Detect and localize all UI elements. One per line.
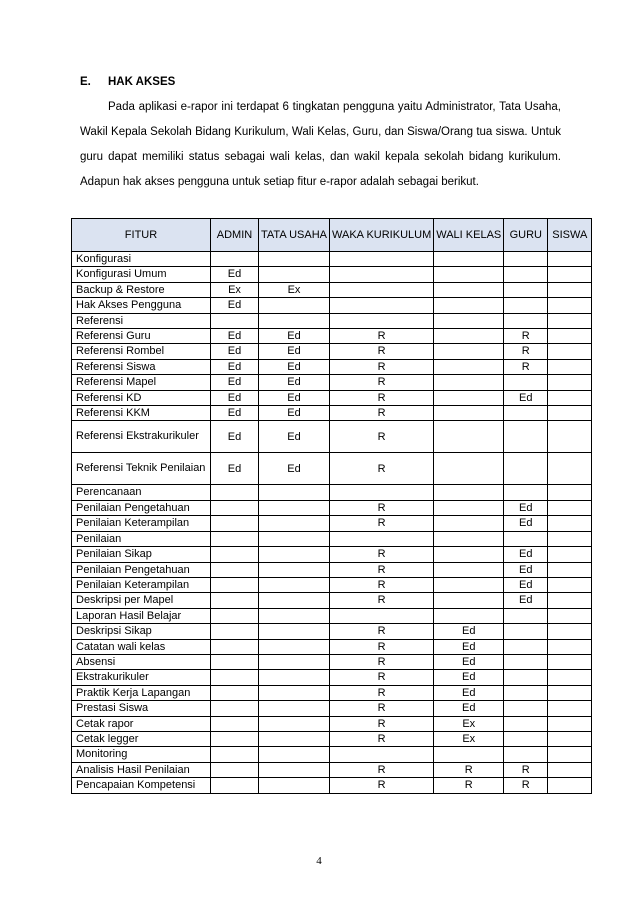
- access-cell: Ex: [211, 282, 259, 297]
- access-cell: [548, 731, 592, 746]
- access-cell: [434, 516, 504, 531]
- access-cell: R: [330, 390, 434, 405]
- access-cell: [259, 531, 330, 546]
- access-cell: [548, 313, 592, 328]
- table-row: [72, 593, 592, 608]
- access-cell: [548, 516, 592, 531]
- access-cell: [434, 329, 504, 344]
- access-rights-table: [71, 218, 592, 794]
- access-cell: R: [434, 762, 504, 777]
- feature-cell: Cetak legger: [72, 731, 211, 746]
- access-cell: Ed: [259, 406, 330, 421]
- feature-cell: Konfigurasi: [72, 252, 211, 267]
- access-cell: [434, 359, 504, 374]
- access-cell: [434, 531, 504, 546]
- access-cell: [434, 577, 504, 592]
- access-cell: [548, 406, 592, 421]
- column-header: TATA USAHA: [259, 219, 330, 252]
- feature-cell: Penilaian Pengetahuan: [72, 500, 211, 515]
- access-cell: [504, 747, 548, 762]
- access-cell: [548, 762, 592, 777]
- table-row: [72, 547, 592, 562]
- column-header: WALI KELAS: [434, 219, 504, 252]
- table-row: [72, 577, 592, 592]
- access-cell: [548, 670, 592, 685]
- access-cell: [211, 762, 259, 777]
- table-row: [72, 670, 592, 685]
- access-cell: Ed: [434, 624, 504, 639]
- feature-cell: Monitoring: [72, 747, 211, 762]
- feature-cell: Referensi KKM: [72, 406, 211, 421]
- access-cell: R: [330, 375, 434, 390]
- access-cell: [211, 670, 259, 685]
- access-cell: R: [330, 562, 434, 577]
- access-cell: [504, 608, 548, 623]
- access-cell: [211, 624, 259, 639]
- access-cell: Ed: [504, 593, 548, 608]
- access-cell: R: [330, 329, 434, 344]
- access-cell: [548, 608, 592, 623]
- access-cell: [330, 485, 434, 500]
- access-cell: [504, 670, 548, 685]
- table-row: [72, 731, 592, 746]
- access-cell: Ed: [434, 654, 504, 669]
- access-cell: R: [504, 778, 548, 793]
- access-cell: [548, 577, 592, 592]
- access-cell: [330, 313, 434, 328]
- access-cell: [548, 593, 592, 608]
- access-cell: R: [504, 359, 548, 374]
- access-cell: [504, 731, 548, 746]
- access-cell: Ed: [211, 329, 259, 344]
- access-cell: [434, 747, 504, 762]
- access-cell: [259, 778, 330, 793]
- table-row: [72, 685, 592, 700]
- access-cell: Ed: [211, 375, 259, 390]
- feature-cell: Penilaian Sikap: [72, 547, 211, 562]
- access-cell: [259, 516, 330, 531]
- feature-cell: Penilaian Keterampilan: [72, 577, 211, 592]
- access-cell: [259, 654, 330, 669]
- access-cell: [548, 701, 592, 716]
- access-cell: [211, 547, 259, 562]
- access-cell: R: [330, 344, 434, 359]
- access-cell: R: [330, 685, 434, 700]
- access-cell: [504, 252, 548, 267]
- access-cell: Ed: [504, 500, 548, 515]
- access-cell: [211, 654, 259, 669]
- access-cell: Ex: [259, 282, 330, 297]
- page-number: 4: [316, 855, 322, 867]
- access-cell: [504, 267, 548, 282]
- access-cell: [548, 547, 592, 562]
- access-cell: [259, 639, 330, 654]
- access-cell: [548, 654, 592, 669]
- feature-cell: Referensi Teknik Penilaian: [72, 453, 211, 485]
- feature-cell: Backup & Restore: [72, 282, 211, 297]
- table-row: [72, 562, 592, 577]
- access-cell: [259, 500, 330, 515]
- access-cell: [548, 344, 592, 359]
- access-cell: R: [330, 639, 434, 654]
- access-cell: Ed: [259, 453, 330, 485]
- feature-cell: Konfigurasi Umum: [72, 267, 211, 282]
- table-row: [72, 747, 592, 762]
- access-cell: [211, 639, 259, 654]
- access-cell: [504, 531, 548, 546]
- access-cell: [330, 608, 434, 623]
- access-cell: R: [330, 701, 434, 716]
- access-cell: Ed: [259, 390, 330, 405]
- access-cell: [548, 267, 592, 282]
- access-cell: [330, 298, 434, 313]
- access-cell: [259, 593, 330, 608]
- access-cell: Ed: [434, 670, 504, 685]
- access-cell: [504, 701, 548, 716]
- access-cell: [548, 500, 592, 515]
- access-cell: [259, 747, 330, 762]
- access-cell: [211, 516, 259, 531]
- feature-cell: Referensi Ekstrakurikuler: [72, 421, 211, 453]
- access-cell: [548, 685, 592, 700]
- table-row: [72, 531, 592, 546]
- access-cell: Ed: [434, 685, 504, 700]
- column-header: ADMIN: [211, 219, 259, 252]
- section-title: HAK AKSES: [108, 76, 176, 88]
- feature-cell: Absensi: [72, 654, 211, 669]
- access-cell: [434, 500, 504, 515]
- access-cell: [330, 252, 434, 267]
- access-cell: [548, 639, 592, 654]
- access-cell: R: [330, 406, 434, 421]
- access-cell: [504, 406, 548, 421]
- table-row: [72, 500, 592, 515]
- section-letter: E.: [80, 76, 91, 88]
- access-cell: R: [330, 778, 434, 793]
- access-cell: [434, 298, 504, 313]
- intro-paragraph: [80, 95, 561, 195]
- access-cell: [259, 624, 330, 639]
- access-cell: [259, 716, 330, 731]
- access-cell: [211, 731, 259, 746]
- access-cell: [211, 313, 259, 328]
- table-row: [72, 252, 592, 267]
- access-cell: Ed: [259, 344, 330, 359]
- table-row: [72, 267, 592, 282]
- access-cell: [434, 562, 504, 577]
- table-row: [72, 716, 592, 731]
- access-cell: [504, 716, 548, 731]
- access-cell: Ed: [211, 421, 259, 453]
- feature-cell: Referensi Mapel: [72, 375, 211, 390]
- feature-cell: Pencapaian Kompetensi: [72, 778, 211, 793]
- feature-cell: Penilaian Pengetahuan: [72, 562, 211, 577]
- feature-cell: Praktik Kerja Lapangan: [72, 685, 211, 700]
- section-heading: [80, 76, 175, 88]
- table-row: [72, 778, 592, 793]
- access-cell: [548, 624, 592, 639]
- access-cell: [434, 608, 504, 623]
- table-row: [72, 421, 592, 453]
- access-cell: [330, 531, 434, 546]
- access-cell: [259, 313, 330, 328]
- access-cell: [434, 453, 504, 485]
- table-row: [72, 701, 592, 716]
- access-cell: [504, 421, 548, 453]
- feature-cell: Penilaian: [72, 531, 211, 546]
- access-cell: [434, 267, 504, 282]
- feature-cell: Referensi Siswa: [72, 359, 211, 374]
- access-cell: Ed: [434, 701, 504, 716]
- access-cell: R: [330, 654, 434, 669]
- access-cell: Ed: [504, 577, 548, 592]
- table-row: [72, 608, 592, 623]
- access-cell: [434, 375, 504, 390]
- table-row: [72, 359, 592, 374]
- access-cell: R: [330, 421, 434, 453]
- access-cell: [548, 716, 592, 731]
- access-cell: [211, 685, 259, 700]
- table-row: [72, 282, 592, 297]
- access-cell: [211, 500, 259, 515]
- access-cell: Ed: [259, 359, 330, 374]
- feature-cell: Referensi Rombel: [72, 344, 211, 359]
- access-cell: [504, 639, 548, 654]
- access-cell: [211, 485, 259, 500]
- access-cell: [259, 685, 330, 700]
- access-cell: [259, 701, 330, 716]
- table-row: [72, 375, 592, 390]
- access-cell: R: [330, 516, 434, 531]
- access-cell: [548, 252, 592, 267]
- access-cell: Ed: [434, 639, 504, 654]
- access-cell: R: [330, 593, 434, 608]
- table-row: [72, 453, 592, 485]
- access-cell: [211, 716, 259, 731]
- feature-cell: Deskripsi per Mapel: [72, 593, 211, 608]
- access-cell: Ed: [259, 329, 330, 344]
- access-cell: Ed: [211, 406, 259, 421]
- access-cell: R: [330, 547, 434, 562]
- access-cell: [548, 747, 592, 762]
- table-body: [72, 252, 592, 794]
- access-cell: [330, 282, 434, 297]
- access-cell: [504, 624, 548, 639]
- access-cell: [434, 547, 504, 562]
- access-cell: [548, 485, 592, 500]
- access-cell: [434, 485, 504, 500]
- table-row: [72, 762, 592, 777]
- access-cell: [434, 593, 504, 608]
- access-cell: Ed: [504, 562, 548, 577]
- column-header: GURU: [504, 219, 548, 252]
- access-cell: [548, 453, 592, 485]
- access-cell: Ed: [259, 421, 330, 453]
- access-cell: [434, 313, 504, 328]
- access-cell: [548, 359, 592, 374]
- access-cell: [211, 252, 259, 267]
- access-cell: [330, 267, 434, 282]
- table-row: [72, 406, 592, 421]
- access-cell: Ed: [211, 344, 259, 359]
- access-cell: [548, 298, 592, 313]
- access-cell: R: [330, 359, 434, 374]
- access-cell: Ed: [211, 298, 259, 313]
- access-cell: R: [330, 577, 434, 592]
- access-cell: Ex: [434, 716, 504, 731]
- access-cell: [504, 685, 548, 700]
- access-cell: Ed: [504, 547, 548, 562]
- table-row: [72, 390, 592, 405]
- feature-cell: Prestasi Siswa: [72, 701, 211, 716]
- feature-cell: Referensi KD: [72, 390, 211, 405]
- access-cell: [259, 762, 330, 777]
- access-cell: [259, 267, 330, 282]
- feature-cell: Penilaian Keterampilan: [72, 516, 211, 531]
- feature-cell: Referensi: [72, 313, 211, 328]
- feature-cell: Catatan wali kelas: [72, 639, 211, 654]
- access-cell: [434, 252, 504, 267]
- feature-cell: Cetak rapor: [72, 716, 211, 731]
- access-cell: [259, 298, 330, 313]
- table-row: [72, 639, 592, 654]
- column-header: FITUR: [72, 219, 211, 252]
- access-cell: R: [330, 670, 434, 685]
- table-header-row: [72, 219, 592, 252]
- feature-cell: Perencanaan: [72, 485, 211, 500]
- access-cell: R: [504, 762, 548, 777]
- access-cell: R: [330, 624, 434, 639]
- access-cell: Ed: [504, 390, 548, 405]
- access-cell: Ed: [211, 453, 259, 485]
- access-cell: Ed: [504, 516, 548, 531]
- access-cell: [504, 453, 548, 485]
- access-cell: Ex: [434, 731, 504, 746]
- access-cell: Ed: [211, 267, 259, 282]
- access-cell: R: [330, 453, 434, 485]
- access-cell: [548, 282, 592, 297]
- access-cell: [434, 282, 504, 297]
- access-cell: [504, 375, 548, 390]
- access-cell: [434, 344, 504, 359]
- table-row: [72, 344, 592, 359]
- access-cell: R: [330, 716, 434, 731]
- access-cell: [434, 406, 504, 421]
- column-header: SISWA: [548, 219, 592, 252]
- access-cell: Ed: [211, 390, 259, 405]
- access-cell: R: [330, 500, 434, 515]
- access-cell: [211, 531, 259, 546]
- access-cell: [504, 282, 548, 297]
- feature-cell: Referensi Guru: [72, 329, 211, 344]
- table-row: [72, 313, 592, 328]
- access-cell: [548, 778, 592, 793]
- access-cell: [259, 577, 330, 592]
- access-cell: [434, 421, 504, 453]
- access-cell: [504, 298, 548, 313]
- access-cell: [211, 593, 259, 608]
- table-row: [72, 485, 592, 500]
- access-cell: R: [434, 778, 504, 793]
- access-cell: R: [330, 731, 434, 746]
- intro-paragraph-text: Pada aplikasi e-rapor ini terdapat 6 tingkatan pengguna yaitu Administrator, Tata Usaha, Wakil Kepala Sekolah Bidang Kurikulum, Wali Kelas, Guru, dan Siswa/Orang tua siswa. Untuk guru dapat memiliki status sebagai wali kelas, dan wakil kepala sekolah bidang kurikulum. Adapun hak akses pengguna untuk setiap fitur e-rapor adalah sebagai berikut.: [80, 101, 561, 188]
- access-cell: R: [504, 344, 548, 359]
- feature-cell: Laporan Hasil Belajar: [72, 608, 211, 623]
- access-cell: [211, 608, 259, 623]
- access-cell: [548, 421, 592, 453]
- access-cell: [259, 547, 330, 562]
- table-row: [72, 624, 592, 639]
- feature-cell: Deskripsi Sikap: [72, 624, 211, 639]
- table-row: [72, 654, 592, 669]
- access-cell: [548, 390, 592, 405]
- access-cell: [211, 577, 259, 592]
- access-cell: [259, 252, 330, 267]
- access-cell: [211, 747, 259, 762]
- column-header: WAKA KURIKULUM: [330, 219, 434, 252]
- access-cell: Ed: [259, 375, 330, 390]
- feature-cell: Ekstrakurikuler: [72, 670, 211, 685]
- access-cell: [548, 329, 592, 344]
- access-cell: [211, 562, 259, 577]
- access-cell: [259, 670, 330, 685]
- access-cell: [259, 731, 330, 746]
- access-cell: [434, 390, 504, 405]
- feature-cell: Hak Akses Pengguna: [72, 298, 211, 313]
- feature-cell: Analisis Hasil Penilaian: [72, 762, 211, 777]
- table-row: [72, 329, 592, 344]
- access-cell: [504, 313, 548, 328]
- access-cell: [504, 485, 548, 500]
- access-cell: [548, 375, 592, 390]
- access-cell: [211, 701, 259, 716]
- access-cell: R: [504, 329, 548, 344]
- access-cell: Ed: [211, 359, 259, 374]
- access-cell: [504, 654, 548, 669]
- access-cell: [259, 562, 330, 577]
- access-cell: R: [330, 762, 434, 777]
- access-cell: [548, 531, 592, 546]
- access-cell: [548, 562, 592, 577]
- access-cell: [330, 747, 434, 762]
- access-cell: [259, 485, 330, 500]
- table-row: [72, 516, 592, 531]
- access-cell: [211, 778, 259, 793]
- access-cell: [259, 608, 330, 623]
- table-row: [72, 298, 592, 313]
